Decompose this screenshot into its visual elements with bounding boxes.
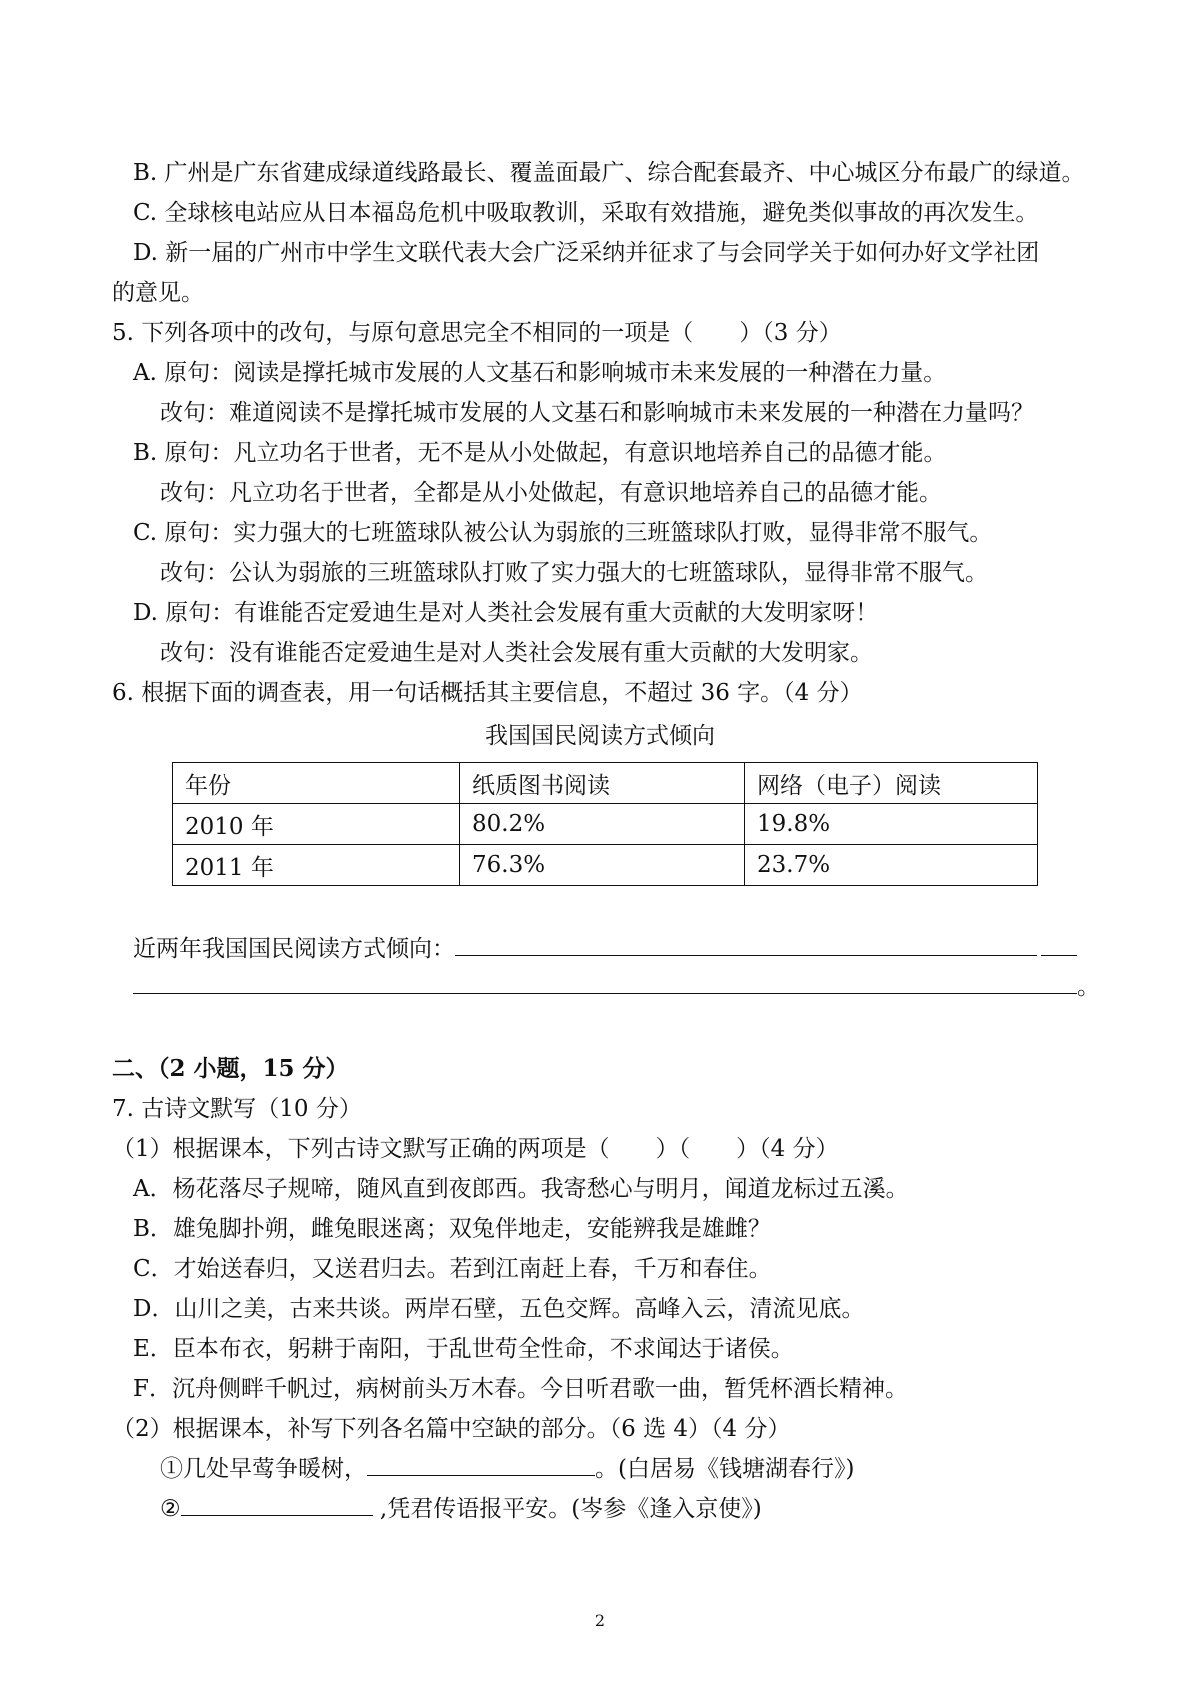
q6-answer-line-2 — [133, 971, 1100, 1003]
q5-c-original: C. 原句：实力强大的七班篮球队被公认为弱旅的三班篮球队打败，显得非常不服气。 — [133, 520, 993, 546]
q6-answer-line-1 — [133, 933, 1077, 965]
q7-option-b: B．雄兔脚扑朔，雌兔眼迷离；双兔伴地走，安能辨我是雄雌？ — [133, 1216, 771, 1242]
cell-digital: 19.8% — [745, 804, 1038, 845]
fill2-source: ,凭君传语报平安。(岑参《逢入京使》) — [372, 1496, 762, 1522]
q5-d-original: D. 原句：有谁能否定爱迪生是对人类社会发展有重大贡献的大发明家呀！ — [133, 600, 879, 626]
answer-end: 。 — [1077, 974, 1100, 1000]
fill1-blank[interactable] — [367, 1453, 595, 1476]
q5-d-revised: 改句：没有谁能否定爱迪生是对人类社会发展有重大贡献的大发明家。 — [160, 640, 873, 666]
fill2-blank[interactable] — [181, 1493, 373, 1516]
answer-prompt: 近两年我国国民阅读方式倾向： — [133, 936, 455, 962]
cell-year: 2010 年 — [173, 804, 460, 845]
q4-option-d-cont: 的意见。 — [112, 280, 204, 306]
fill2-text: ② — [160, 1496, 181, 1522]
survey-table — [172, 762, 1038, 886]
q5-stem: 5. 下列各项中的改句，与原句意思完全不相同的一项是（ ）（3 分） — [112, 320, 842, 346]
table-header-row — [173, 763, 1038, 804]
q5-c-revised: 改句：公认为弱旅的三班篮球队打败了实力强大的七班篮球队，显得非常不服气。 — [160, 560, 988, 586]
answer-blank-tail — [1041, 933, 1077, 956]
q7-option-a: A．杨花落尽子规啼，随风直到夜郎西。我寄愁心与明月，闻道龙标过五溪。 — [133, 1176, 909, 1202]
table-row — [173, 804, 1038, 845]
q7-part1-stem: （1）根据课本，下列古诗文默写正确的两项是（ ）（ ）（4 分） — [112, 1136, 839, 1162]
q4-option-c: C. 全球核电站应从日本福岛危机中吸取教训，采取有效措施，避免类似事故的再次发生。 — [133, 200, 1039, 226]
q7-part2-stem: （2）根据课本，补写下列各名篇中空缺的部分。（6 选 4）（4 分） — [112, 1416, 791, 1442]
table-title: 我国国民阅读方式倾向 — [485, 723, 715, 749]
answer-blank[interactable] — [455, 933, 1037, 956]
q7-option-e: E．臣本布衣，躬耕于南阳，于乱世苟全性命，不求闻达于诸侯。 — [133, 1336, 794, 1362]
cell-paper: 76.3% — [460, 845, 745, 886]
fill-item-2 — [160, 1493, 762, 1525]
fill1-text: ①几处早莺争暖树， — [160, 1456, 367, 1482]
fill1-source: 。(白居易《钱塘湖春行》) — [595, 1456, 855, 1482]
cell-year: 2011 年 — [173, 845, 460, 886]
section-heading: 二、（2 小题，15 分） — [112, 1055, 349, 1082]
q5-a-revised: 改句：难道阅读不是撑托城市发展的人文基石和影响城市未来发展的一种潜在力量吗？ — [160, 400, 1034, 426]
q4-option-d: D. 新一届的广州市中学生文联代表大会广泛采纳并征求了与会同学关于如何办好文学社团 — [133, 240, 1040, 266]
q7-option-c: C．才始送春归，又送君归去。若到江南赶上春，千万和春住。 — [133, 1256, 772, 1282]
answer-blank-2[interactable] — [133, 971, 1077, 994]
fill-item-1 — [160, 1453, 854, 1485]
q6-stem: 6. 根据下面的调查表，用一句话概括其主要信息，不超过 36 字。（4 分） — [112, 680, 863, 706]
q5-b-original: B. 原句：凡立功名于世者，无不是从小处做起，有意识地培养自己的品德才能。 — [133, 440, 947, 466]
q7-option-f: F．沉舟侧畔千帆过，病树前头万木春。今日听君歌一曲，暂凭杯酒长精神。 — [133, 1376, 908, 1402]
q4-option-b: B. 广州是广东省建成绿道线路最长、覆盖面最广、综合配套最齐、中心城区分布最广的绿道。 — [133, 160, 1085, 186]
q7-option-d: D．山川之美，古来共谈。两岸石壁，五色交辉。高峰入云，清流见底。 — [133, 1296, 865, 1322]
header-paper: 纸质图书阅读 — [460, 763, 745, 804]
table-row — [173, 845, 1038, 886]
header-digital: 网络（电子）阅读 — [745, 763, 1038, 804]
cell-digital: 23.7% — [745, 845, 1038, 886]
cell-paper: 80.2% — [460, 804, 745, 845]
q5-b-revised: 改句：凡立功名于世者，全都是从小处做起，有意识地培养自己的品德才能。 — [160, 480, 942, 506]
page-number: 2 — [594, 1611, 606, 1630]
header-year: 年份 — [173, 763, 460, 804]
q5-a-original: A. 原句：阅读是撑托城市发展的人文基石和影响城市未来发展的一种潜在力量。 — [133, 360, 947, 386]
q7-stem: 7. 古诗文默写（10 分） — [112, 1096, 362, 1122]
